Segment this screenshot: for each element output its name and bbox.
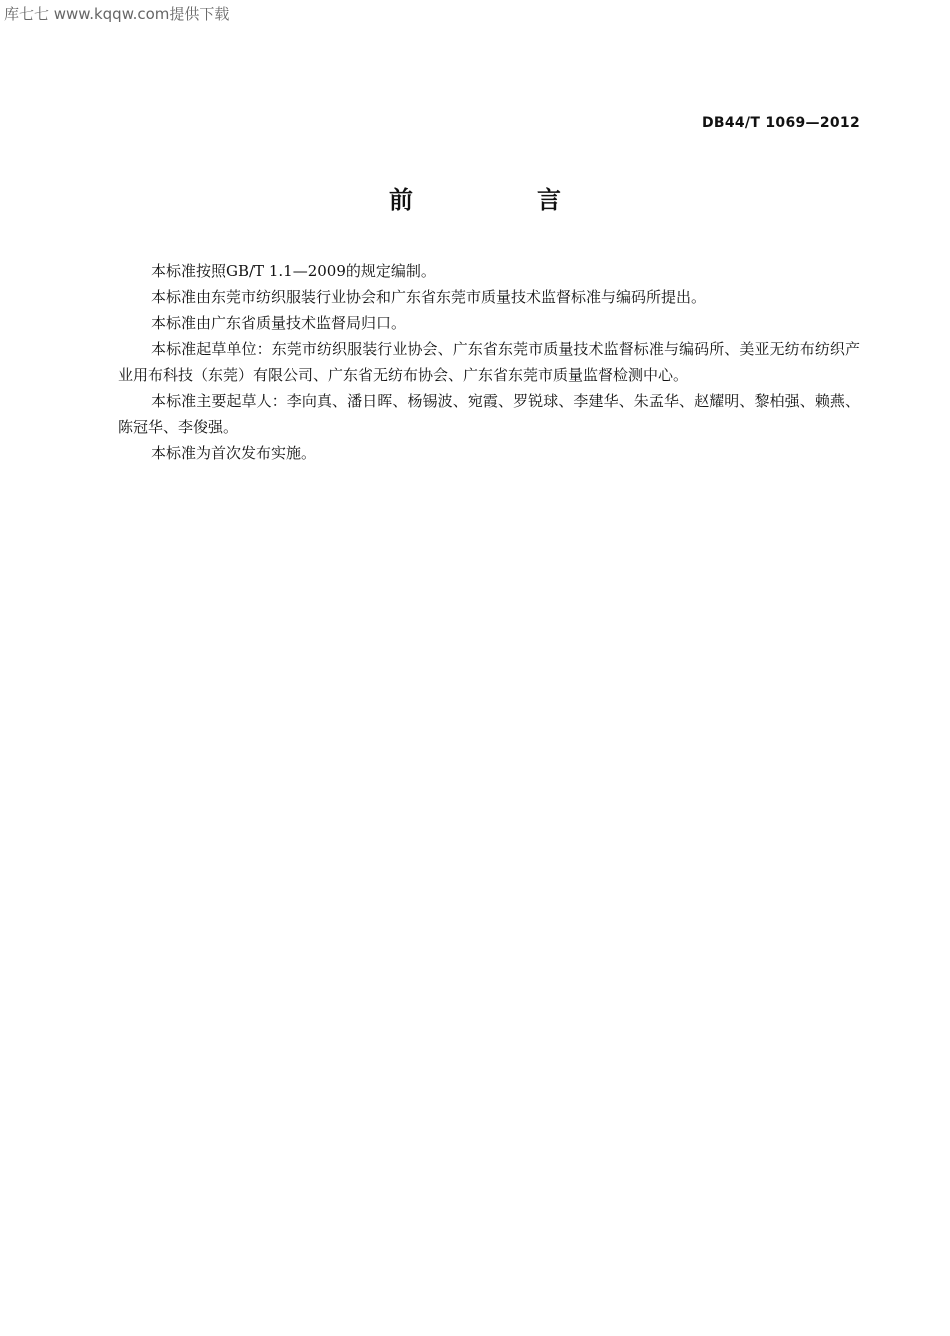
paragraph-drafting-units: 本标准起草单位：东莞市纺织服装行业协会、广东省东莞市质量技术监督标准与编码所、美亚无纺布纺织产业用布科技（东莞）有限公司、广东省无纺布协会、广东省东莞市质量监督检测中心。 [118, 340, 860, 384]
paragraph-drafters: 本标准主要起草人：李向真、潘日晖、杨锡波、宛霞、罗锐球、李建华、朱孟华、赵耀明、黎柏强、赖燕、陈冠华、李俊强。 [118, 392, 860, 436]
paragraph-administrator: 本标准由广东省质量技术监督局归口。 [151, 314, 407, 332]
paragraph-drafting-rule: 本标准按照GB/T 1.1—2009的规定编制。 [151, 262, 436, 280]
foreword-body [118, 258, 860, 466]
paragraph-proposer: 本标准由东莞市纺织服装行业协会和广东省东莞市质量技术监督标准与编码所提出。 [151, 288, 707, 306]
watermark-text: 库七七 www.kqqw.com提供下载 [4, 5, 230, 23]
paragraph-first-release: 本标准为首次发布实施。 [151, 444, 317, 462]
standard-number: DB44/T 1069—2012 [701, 115, 860, 131]
page-title: 前 言 [389, 186, 611, 214]
